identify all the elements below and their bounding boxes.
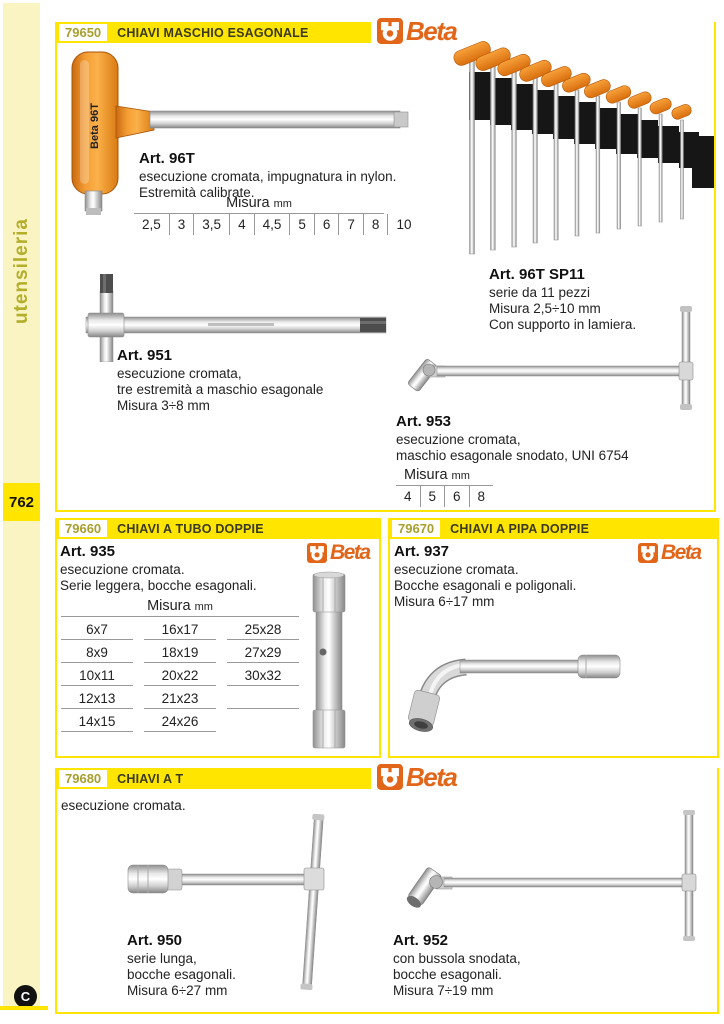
art-number: Art. 96T [139,150,195,167]
section-code: 79670 [392,520,440,537]
section-code: 79650 [59,24,107,41]
section-title: CHIAVI A T [117,771,184,786]
size-cell: 3 [169,214,194,235]
size-cell: 12x13 [61,686,133,709]
size-cell: 16x17 [144,617,216,640]
art-number: Art. 951 [117,347,173,364]
page-number-badge: 762 [3,483,40,521]
size-cell: 10 [387,214,419,235]
art-desc: Bocche esagonali e poligonali. [394,578,577,593]
art-950-block [127,932,236,999]
art-935-photo [301,570,355,750]
section-title: CHIAVI MASCHIO ESAGONALE [117,25,309,40]
art-desc: tre estremità a maschio esagonale [117,382,324,397]
art-desc: esecuzione cromata, impugnatura in nylon. [139,169,397,184]
size-row [396,485,493,507]
art-desc: bocche esagonali. [393,967,502,982]
section-intro: esecuzione cromata. [61,798,186,813]
section-code: 79680 [59,770,107,787]
size-cell: 4 [404,489,412,504]
section-79660-header [57,518,379,539]
size-cell: 4,5 [254,214,290,235]
beta-icon [307,543,327,563]
size-cell: 6x7 [61,617,133,640]
art-935-block [60,543,257,594]
beta-wordmark: Beta [661,541,701,564]
section-79650 [55,16,716,512]
art-number: Art. 935 [60,543,116,560]
size-cell: 21x23 [144,686,216,709]
art-desc: esecuzione cromata. [394,562,519,577]
size-cell: 3,5 [193,214,229,235]
section-79660 [55,518,381,758]
art-desc: esecuzione cromata. [60,562,185,577]
beta-wordmark: Beta [330,541,370,564]
art-953-block [396,413,629,507]
footer-yellow-line [0,1006,48,1010]
section-title: CHIAVI A TUBO DOPPIE [117,521,264,536]
corner-c-logo: C [14,985,37,1008]
art-desc: Misura 6÷27 mm [127,983,228,998]
art-952-block [393,932,521,999]
size-grid [61,617,299,732]
beta-icon [638,543,658,563]
size-cell: 27x29 [227,640,299,663]
art-number: Art. 96T SP11 [489,266,585,283]
art-desc: Misura 2,5÷10 mm [489,301,601,316]
size-cell: 8 [363,214,388,235]
category-vertical-label: utensileria [10,217,32,325]
section-79680-header [57,768,371,789]
art-953-size-table [396,467,493,507]
art-desc: serie da 11 pezzi [489,285,591,300]
section-79670-header [390,518,717,539]
size-cell: 18x19 [144,640,216,663]
beta-icon [377,18,403,44]
art-desc: con bussola snodata, [393,951,521,966]
measure-title: Misura mm [226,195,292,211]
art-desc: esecuzione cromata, [396,432,521,447]
size-cell [227,709,299,732]
section-79680 [55,762,719,1014]
art-937-block [394,543,576,610]
size-cell [227,686,299,709]
art-953-photo [385,300,715,412]
art-number: Art. 953 [396,413,452,430]
art-937-photo [408,626,623,738]
size-cell: 8x9 [61,640,133,663]
beta-logo [307,542,370,563]
art-number: Art. 952 [393,932,449,949]
size-cell: 30x32 [227,663,299,686]
art-number: Art. 950 [127,932,183,949]
size-cell: 6 [314,214,339,235]
beta-logo [377,18,456,44]
beta-logo [377,764,456,790]
size-cell: 4 [229,214,254,235]
beta-logo [638,542,701,563]
section-79670 [388,518,719,758]
art-951-block [117,347,323,414]
size-cell: 25x28 [227,617,299,640]
size-cell: 5 [289,214,314,235]
art-desc: serie lunga, [127,951,197,966]
art-96t-sp11-photo [452,36,716,264]
art-desc: Serie leggera, bocche esagonali. [60,578,257,593]
section-code: 79660 [59,520,107,537]
art-desc: Misura 7÷19 mm [393,983,494,998]
size-cell: 2,5 [142,217,161,232]
art-952-photo [388,808,716,943]
section-title: CHIAVI A PIPA DOPPIE [450,521,590,536]
size-cell: 5 [420,486,445,507]
art-96t-size-table [134,195,412,235]
art-desc: esecuzione cromata, [117,366,242,381]
art-desc: bocche esagonali. [127,967,236,982]
size-cell: 14x15 [61,709,133,732]
art-desc: maschio esagonale snodato, UNI 6754 [396,448,629,463]
art-96t-block [139,150,396,201]
art-desc: Estremità calibrate. [139,185,255,200]
beta-icon [377,764,403,790]
section-79650-header [57,22,371,43]
beta-wordmark: Beta [406,762,457,792]
art-935-size-table [61,598,299,732]
size-cell: 7 [338,214,363,235]
size-cell: 10x11 [61,663,133,686]
measure-title: Misura mm [404,467,470,483]
art-desc: Con supporto in lamiera. [489,317,637,332]
beta-wordmark: Beta [406,16,457,46]
art-desc: Misura 3÷8 mm [117,398,210,413]
art-number: Art. 937 [394,543,450,560]
size-cell: 20x22 [144,663,216,686]
art-desc: Misura 6÷17 mm [394,594,495,609]
size-cell: 6 [444,486,469,507]
size-cell: 24x26 [144,709,216,732]
size-row [134,213,412,235]
measure-title: Misura mm [61,598,299,617]
sidebar [3,3,40,1006]
size-cell: 8 [469,486,494,507]
handle-label: Beta 96T [89,103,101,149]
